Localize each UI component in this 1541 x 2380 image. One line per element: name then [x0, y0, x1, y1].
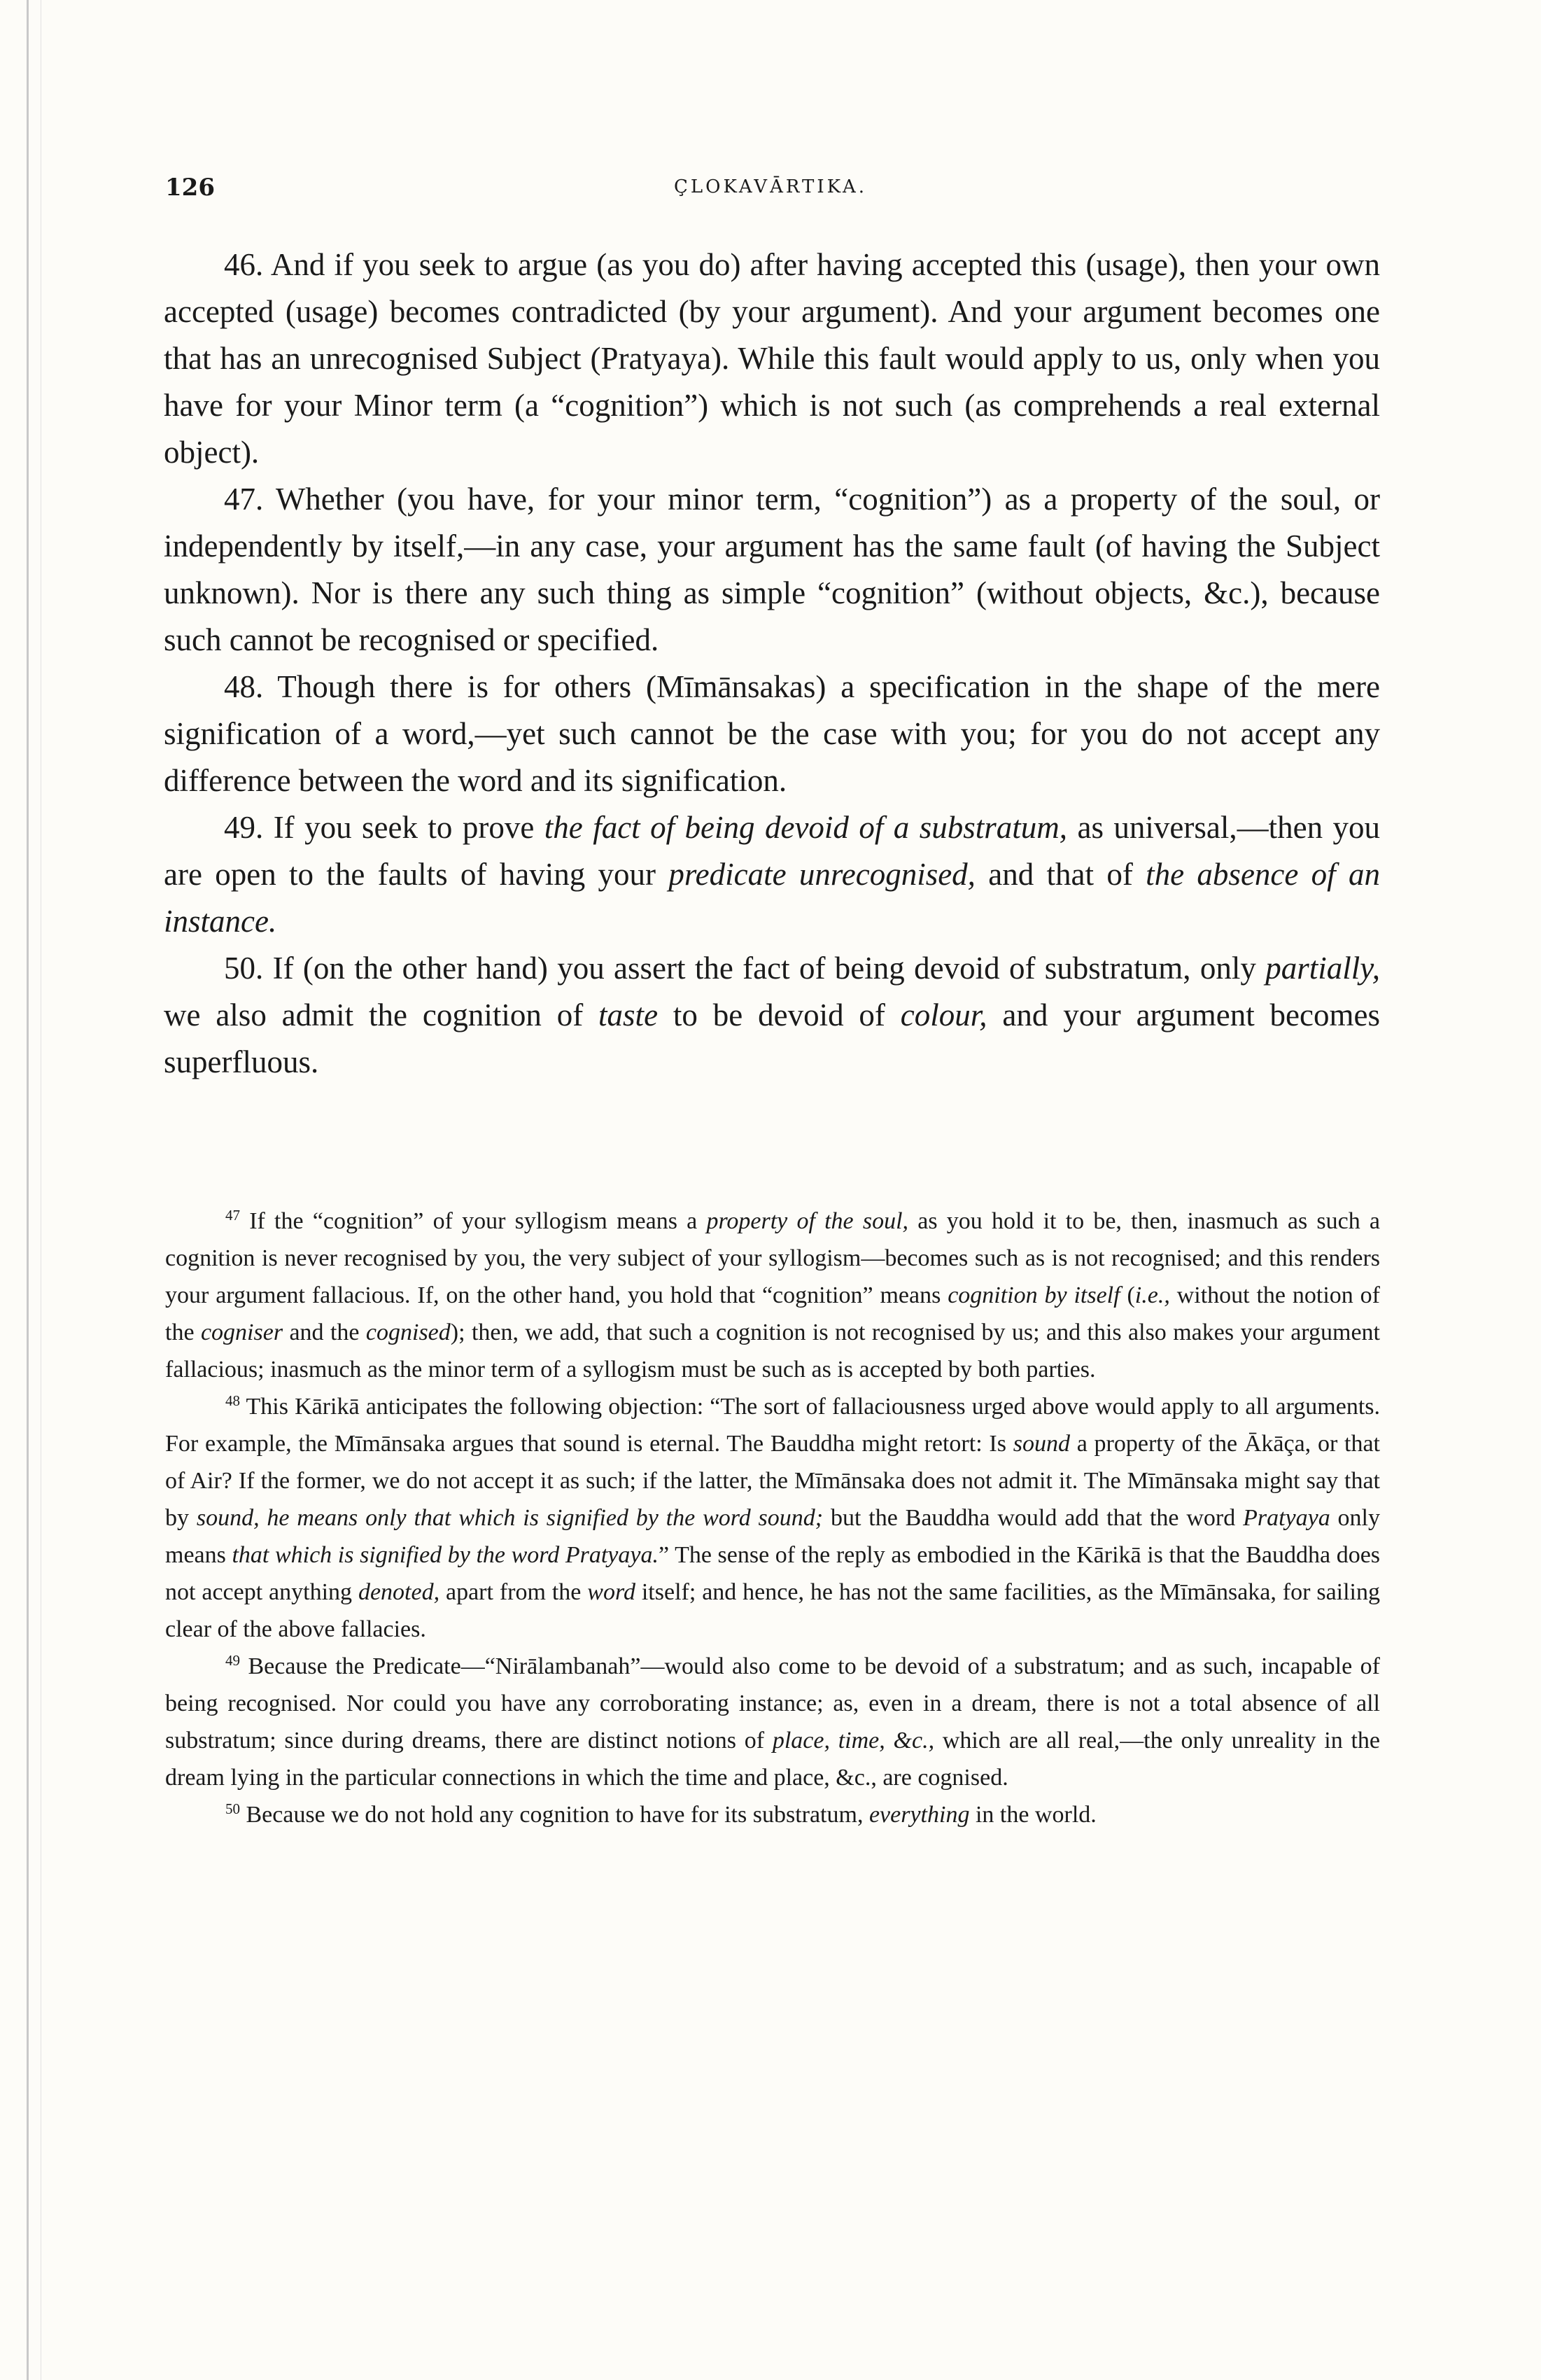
verse-48: 48. Though there is for others (Mīmānsakas) a specification in the shape of the mere signification of a word,—yet such cannot be the case with you; for you do not accept any difference between the word and its signification.: [164, 669, 1380, 798]
footnote-marker: 47: [225, 1207, 240, 1224]
footnotes-section: [165, 1203, 1380, 1833]
footnote-50: $^{50}$ Because we do not hold any cognition to have for its substratum, everything in the world.: [225, 1800, 1097, 1828]
footnote-47: $^{47}$ If the “cognition” of your syllogism means a property of the soul, as you hold it to be, then, inasmuch as such a cognition is never recognised by you, the very subject of your syllogism—becomes such as is not recognised; and this renders your argument fallacious. If, on the other hand, you hold that “cognition” means cognition by itself (i.e., without the notion of the cogniser and the cognised); then, we add, that such a cognition is not recognised by us; and this also makes your argument fallacious; inasmuch as the minor term of a syllogism must be such as is accepted by both parties.: [165, 1207, 1380, 1382]
verse-49: 49. If you seek to prove the fact of being devoid of a substratum, as universal,—then you are open to the faults of having your predicate unrecognised, and that of the absence of an instance.: [164, 810, 1381, 939]
running-title: ÇLOKAVĀRTIKA.: [673, 176, 868, 197]
footnote-49: $^{49}$ Because the Predicate—“Nirālambanah”—would also come to be devoid of a substratum; and as such, incapable of being recognised. Nor could you have any corroborating instance; as, even in a dream, there is not a total absence of all substratum; since during dreams, there are distinct notions of place, time, &c., which are all real,—the only unreality in the dream lying in the particular connections in which the time and place, &c., are cognised.: [165, 1652, 1381, 1791]
verse-47: 47. Whether (you have, for your minor term, “cognition”) as a property of the soul, or independently by itself,—in any case, your argument has the same fault (of having the Subject unknown). Nor is there any such thing as simple “cognition” (without objects, &c.), because such cannot be recognised or specified.: [164, 482, 1380, 657]
verse-50: 50. If (on the other hand) you assert the fact of being devoid of substratum, only partially, we also admit the cognition of taste to be devoid of colour, and your argument becomes superfluous.: [164, 951, 1380, 1079]
footnote-marker: 49: [225, 1652, 240, 1669]
scan-margin-line: [27, 0, 29, 2380]
footnote-marker: 50: [225, 1800, 240, 1817]
verse-section: [164, 241, 1380, 1086]
page-number: 126: [165, 174, 215, 202]
footnote-marker: 48: [225, 1392, 240, 1409]
verse-46: 46. And if you seek to argue (as you do) after having accepted this (usage), then your own accepted (usage) becomes contradicted (by your argument). And your argument becomes one that has an unrecognised Subject (Pratyaya). While this fault would apply to us, only when you have for your Minor term (a “cognition”) which is not such (as comprehends a real external object).: [164, 247, 1380, 470]
page-header: [165, 174, 1376, 216]
footnote-48: $^{48}$ This Kārikā anticipates the following objection: “The sort of fallaciousness urged above would apply to all arguments. For example, the Mīmānsaka argues that sound is eternal. The Bauddha might retort: Is sound a property of the Ākāça, or that of Air? If the former, we do not accept it as such; if the latter, the Mīmānsaka does not admit it. The Mīmānsaka might say that by sound, he means only that which is signified by the word sound; but the Bauddha would add that the word Pratyaya only means that which is signified by the word Pratyaya.” The sense of the reply as embodied in the Kārikā is that the Bauddha does not accept anything denoted, apart from the word itself; and hence, he has not the same facilities, as the Mīmānsaka, for sailing clear of the above fallacies.: [165, 1392, 1381, 1642]
